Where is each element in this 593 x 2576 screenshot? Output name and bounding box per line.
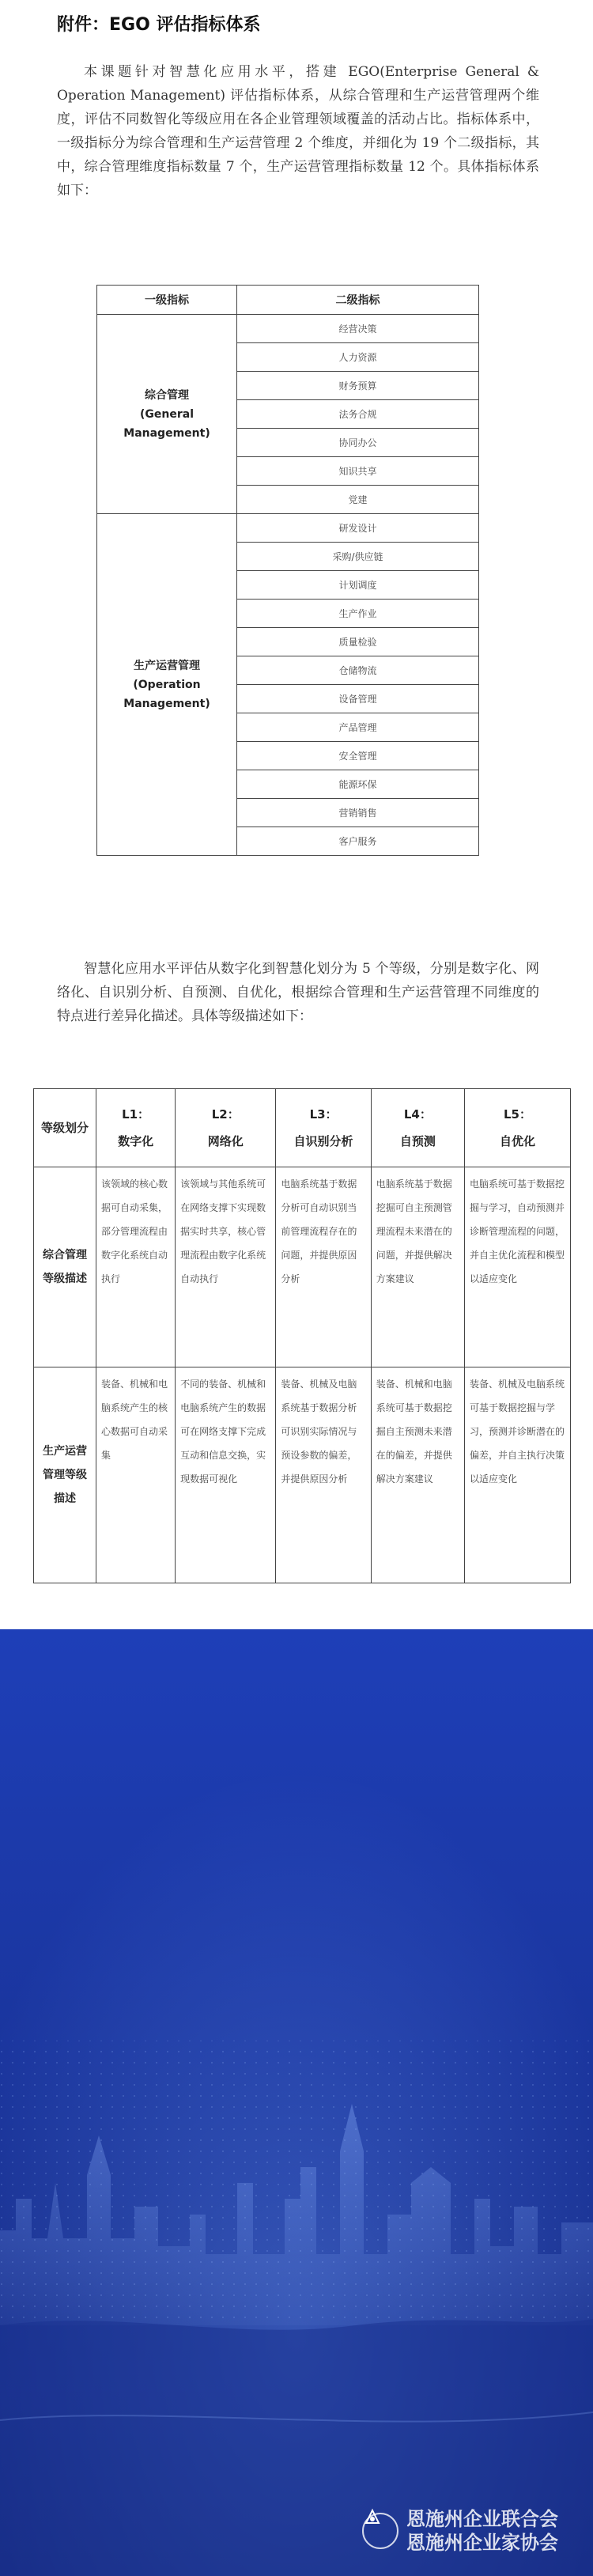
level-table [33,1088,571,1583]
group-english: (General Management) [123,407,210,440]
table-row [97,514,479,543]
level-description: 装备、机械和电脑系统可基于数据挖掘自主预测未来潜在的偏差，并提供解决方案建议 [371,1367,464,1583]
level-name: 自优化 [499,1134,535,1148]
level-name: 数字化 [118,1134,154,1148]
level-description: 电脑系统基于数据挖掘可自主预测管理流程未来潜在的问题，并提供解决方案建议 [371,1167,464,1367]
indicator-cell: 仓储物流 [237,656,479,685]
organization-logo [362,2507,572,2555]
level-header-l2 [176,1089,276,1167]
levels-paragraph: 智慧化应用水平评估从数字化到智慧化划分为 5 个等级，分别是数字化、网络化、自识别分析、自预测、自优化，根据综合管理和生产运营管理不同维度的特点进行差异化描述。具体等级描述如下： [57,961,539,1024]
level-description: 装备、机械及电脑系统基于数据分析可识别实际情况与预设参数的偏差，并提供原因分析 [276,1367,371,1583]
indicator-cell: 生产作业 [237,600,479,628]
level-code: L1： [122,1107,150,1122]
organization-name: 恩施州企业联合会 恩施州企业家协会 [406,2508,558,2554]
indicator-cell: 人力资源 [237,343,479,372]
level-code: L2： [211,1107,240,1122]
row-label: 生产运营管理等级描述 [34,1367,96,1583]
header-level2: 二级指标 [237,286,479,315]
table-row [34,1167,571,1367]
table-row [34,1367,571,1583]
footer-banner [0,1629,593,2576]
indicator-cell: 协同办公 [237,429,479,457]
table-header-row [97,286,479,315]
level-header-l4 [371,1089,464,1167]
level-description: 电脑系统基于数据分析可自动识别当前管理流程存在的问题，并提供原因分析 [276,1167,371,1367]
indicator-cell: 质量检验 [237,628,479,656]
indicator-cell: 研发设计 [237,514,479,543]
group-name: 综合管理 [145,388,189,402]
group-english: (Operation Management) [123,678,210,710]
level-header-l5 [464,1089,570,1167]
indicator-cell: 知识共享 [237,457,479,486]
header-level1: 一级指标 [97,286,237,315]
intro-paragraph: 本课题针对智慧化应用水平，搭建 EGO(Enterprise General & Operation Management) 评估指标体系，从综合管理和生产运营管理两个维度，评估不同数智化等级应用在各企业管理领域覆盖的活动占比。指标体系中，一级指标分为综合管理和生产运营管理 2 个维度，并细化为 19 个二级指标，其中，综合管理维度指标数量 7 个，生产运营管理指标数量 12 个。具体指标体系如下： [57,64,539,199]
level-description: 该领域的核心数据可自动采集，部分管理流程由数字化系统自动执行 [96,1167,176,1367]
indicator-cell: 客户服务 [237,827,479,856]
table-row [97,315,479,343]
level-description: 装备、机械和电脑系统产生的核心数据可自动采集 [96,1367,176,1583]
indicator-cell: 财务预算 [237,372,479,400]
level-code: L5： [503,1107,531,1122]
row-label: 综合管理等级描述 [34,1167,96,1367]
level-code: L4： [403,1107,432,1122]
indicator-cell: 党建 [237,486,479,514]
level-description: 装备、机械及电脑系统可基于数据挖掘与学习，预测并诊断潜在的偏差，并自主执行决策以适应变化 [464,1367,570,1583]
page-title: 附件：EGO 评估指标体系 [57,15,261,35]
emblem-mark [362,2507,383,2528]
level-code: L3： [309,1107,338,1122]
level-header-l1 [96,1089,176,1167]
indicator-table [96,285,479,856]
indicator-cell: 产品管理 [237,713,479,742]
level-description: 该领域与其他系统可在网络支撑下实现数据实时共享，核心管理流程由数字化系统自动执行 [176,1167,276,1367]
indicator-cell: 营销销售 [237,799,479,827]
level-name: 自识别分析 [293,1134,353,1148]
indicator-cell: 采购/供应链 [237,543,479,571]
decorative-background [0,1629,593,2576]
indicator-cell: 法务合规 [237,400,479,429]
indicator-cell: 经营决策 [237,315,479,343]
group-operation-management [97,514,237,856]
emblem-icon [362,2513,398,2549]
level-name: 自预测 [399,1134,436,1148]
table-header-row [34,1089,571,1167]
indicator-cell: 能源环保 [237,770,479,799]
indicator-cell: 设备管理 [237,685,479,713]
level-name: 网络化 [207,1134,244,1148]
level-description: 电脑系统可基于数据挖掘与学习，自动预测并诊断管理流程的问题，并自主优化流程和模型以适应变化 [464,1167,570,1367]
indicator-cell: 计划调度 [237,571,479,600]
corner-header: 等级划分 [34,1089,96,1167]
level-description: 不同的装备、机械和电脑系统产生的数据可在网络支撑下完成互动和信息交换，实现数据可视化 [176,1367,276,1583]
group-name: 生产运营管理 [134,659,200,672]
indicator-cell: 安全管理 [237,742,479,770]
level-header-l3 [276,1089,371,1167]
group-general-management [97,315,237,514]
